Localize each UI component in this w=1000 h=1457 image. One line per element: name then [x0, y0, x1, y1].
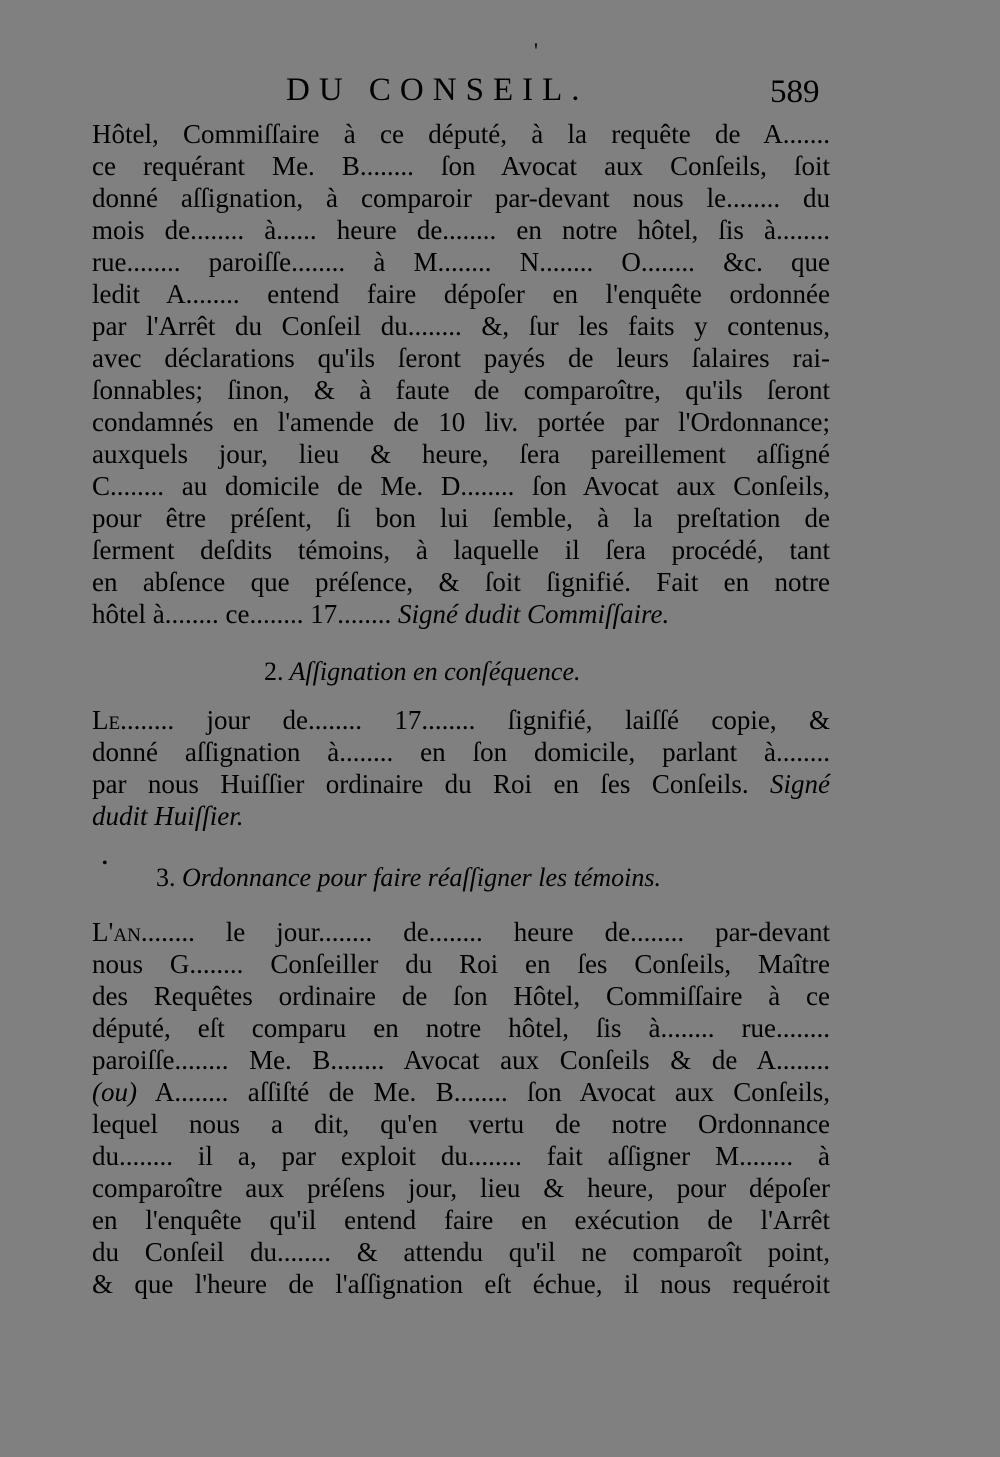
line-text: ........ le jour........ de........ heure de........ par-devant: [140, 917, 830, 947]
initial-word: Le: [92, 705, 121, 735]
text-line: ſerment deſdits témoins, à laquelle il ſera procédé, tant: [92, 535, 830, 565]
text-line: C........ au domicile de Me. D........ ſon Avocat aux Conſeils,: [92, 471, 830, 501]
text-line: [92, 1076, 830, 1108]
final-line-text: hôtel à........ ce........ 17........: [92, 599, 392, 629]
text-line: auxquels jour, lieu & heure, ſera pareillement aſſigné: [92, 439, 830, 469]
page-number: 589: [770, 74, 820, 110]
text-line: rue........ paroiſſe........ à M........ N........ O........ &c. que: [92, 247, 830, 277]
signature-line: dudit Huiſſier.: [92, 801, 244, 831]
section-number: 2.: [264, 657, 284, 686]
text-line: donné aſſignation à........ en ſon domicile, parlant à........: [92, 737, 830, 767]
signature: Signé dudit Commiſſaire.: [397, 599, 670, 629]
ink-speck: •: [102, 855, 108, 872]
text-line: donné aſſignation, à comparoir par-devant nous le........ du: [92, 183, 830, 213]
text-line: du........ il a, par exploit du........ fait aſſigner M........ à: [92, 1141, 830, 1171]
text-line: condamnés en l'amende de 10 liv. portée par l'Ordonnance;: [92, 407, 830, 437]
text-line: député, eſt comparu en notre hôtel, ſis à........ rue........: [92, 1013, 830, 1043]
text-line: mois de........ à...... heure de........ en notre hôtel, ſis à........: [92, 215, 830, 245]
text-line: paroiſſe........ Me. B........ Avocat aux Conſeils & de A........: [92, 1045, 830, 1075]
text-line: [92, 916, 830, 948]
text-line: ledit A........ entend faire dépoſer en l'enquête ordonnée: [92, 279, 830, 309]
text-line: [92, 768, 830, 800]
initial-word: L'an: [92, 917, 141, 947]
section-heading: [264, 656, 581, 688]
line-text: ........ jour de........ 17........ ſignifié, laiſſé copie, &: [120, 705, 830, 735]
text-line: comparoître aux préſens jour, lieu & heure, pour dépoſer: [92, 1173, 830, 1203]
section-number: 3.: [156, 863, 176, 892]
text-line: Hôtel, Commiſſaire à ce député, à la requête de A.......: [92, 119, 830, 149]
ou-text: (ou): [92, 1077, 137, 1107]
header-mark: ': [534, 38, 538, 63]
line-text: A........ aſſiſté de Me. B........ ſon Avocat aux Conſeils,: [154, 1077, 831, 1107]
text-line: du Conſeil du........ & attendu qu'il ne comparoît point,: [92, 1237, 830, 1267]
text-line: ce requérant Me. B........ ſon Avocat aux Conſeils, ſoit: [92, 151, 830, 181]
line-text: par nous Huiſſier ordinaire du Roi en ſes Conſeils.: [92, 769, 749, 799]
text-line: par l'Arrêt du Conſeil du........ &, ſur les faits y contenus,: [92, 311, 830, 341]
text-line: nous G........ Conſeiller du Roi en ſes Conſeils, Maître: [92, 949, 830, 979]
text-line: ſonnables; ſinon, & à faute de comparoître, qu'ils ſeront: [92, 375, 830, 405]
section-title: Ordonnance pour faire réaſſigner les témoins.: [182, 863, 662, 892]
text-line: en l'enquête qu'il entend faire en exécution de l'Arrêt: [92, 1205, 830, 1235]
text-line: pour être préſent, ſi bon lui ſemble, à la preſtation de: [92, 503, 830, 533]
section-title: Aſſignation en conſéquence.: [289, 657, 581, 686]
text-line: avec déclarations qu'ils ſeront payés de leurs ſalaires rai-: [92, 343, 830, 373]
section-heading: [156, 862, 661, 894]
text-line: des Requêtes ordinaire de ſon Hôtel, Commiſſaire à ce: [92, 981, 830, 1011]
running-head: DU CONSEIL.: [286, 72, 589, 108]
signature: Signé: [770, 769, 831, 799]
text-line-final: [92, 598, 830, 630]
text-line: & que l'heure de l'aſſignation eſt échue, il nous requéroit: [92, 1269, 830, 1299]
text-line: en abſence que préſence, & ſoit ſignifié. Fait en notre: [92, 567, 830, 597]
text-line: [92, 704, 830, 736]
text-line: lequel nous a dit, qu'en vertu de notre Ordonnance: [92, 1109, 830, 1139]
